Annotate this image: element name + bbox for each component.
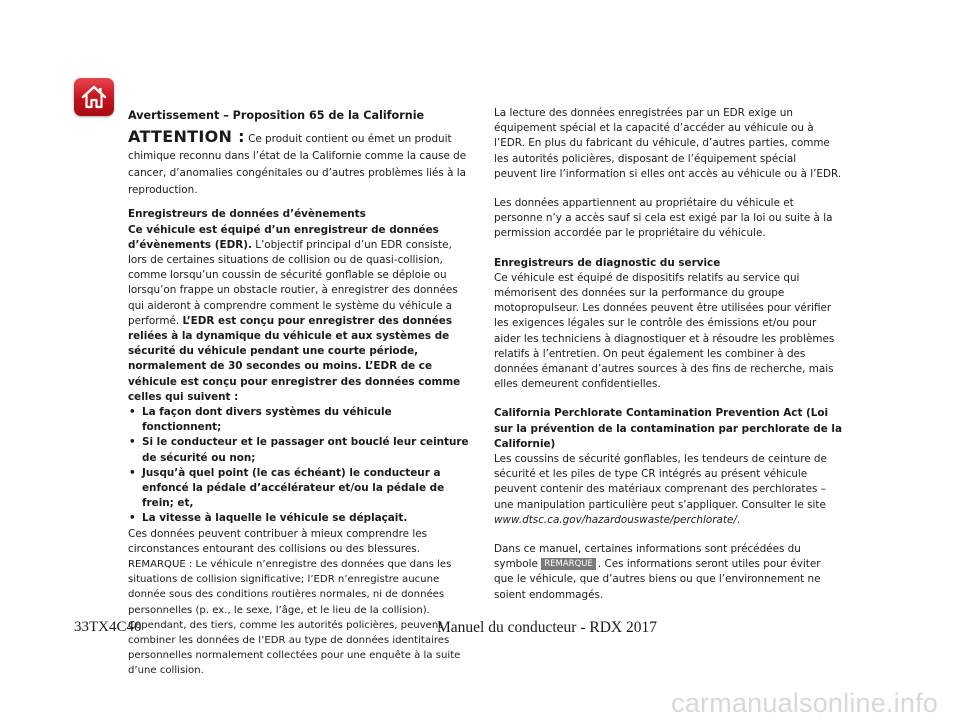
home-icon (80, 84, 108, 110)
list-item: • La façon dont divers systèmes du véhicule fonctionnent; (129, 406, 392, 434)
bullet-icon: • (129, 436, 136, 449)
attention-paragraph (128, 129, 472, 198)
bullet-icon: • (129, 512, 136, 525)
right-column (494, 106, 842, 603)
data-ownership-paragraph: Les données appartiennent au propriétaire du véhicule et personne n’y a accès sauf si cela est exigé par la loi ou suite à la permission accordée par le propriétaire du véhicule. (494, 197, 833, 240)
attention-text: Ce produit contient ou émet un produit chimique reconnu dans l’état de la Californie comme la cause de cancer, d’anomalies congénitales ou d’autres problèmes liés à la reproduction. (128, 133, 467, 196)
manual-symbol-paragraph: Dans ce manuel, certaines informations sont précédées du symbole REMARQUE . Ces informations seront utiles pour éviter que le véhicule, que d’autres biens ou que l’environnement ne soient endommagés. (494, 543, 821, 601)
left-column (128, 106, 472, 679)
home-button[interactable] (74, 78, 114, 116)
bullet-icon: • (129, 406, 136, 419)
list-item: • Si le conducteur et le passager ont bouclé leur ceinture de sécurité ou non; (129, 436, 469, 464)
document-code: 33TX4C40 (74, 619, 142, 635)
edr-reading-paragraph: La lecture des données enregistrées par un EDR exige un équipement spécial et la capacité d’accéder au véhicule ou à l’EDR. En plus du fabricant du véhicule, d’autres parties, comme les autorités policières, disposant de l’équipement spécial peuvent lire l’information si elles ont accès au véhicule ou à l’EDR. (494, 107, 842, 180)
attention-label: ATTENTION : (128, 127, 245, 147)
prop65-heading: Avertissement – Proposition 65 de la Californie (128, 109, 425, 122)
manual-title: Manuel du conducteur - RDX 2017 (437, 619, 657, 636)
remark-paragraph: REMARQUE : Le véhicule n’enregistre des données que dans les situations de collision significative; l’EDR n’enregistre aucune donnée sous des conditions routières normales, ni de données personnelles (p. ex., le sexe, l’âge, et le lieu de la collision). Cependant, des tiers, comme les autorités policières, peuvent combiner les données de l’EDR au type de données identitaires personnelles normalement collectées pour une enquête à la suite d’une collision. (128, 559, 461, 677)
edr-bold-rest: L’EDR est conçu pour enregistrer des données reliées à la dynamique du véhicule et aux systèmes de sécurité du véhicule pendant une courte période, normalement de 30 secondes ou moins. L’EDR de ce véhicule est conçu pour enregistrer des données comme celles qui suivent : (128, 314, 461, 403)
edr-bold-intro: Ce véhicule est équipé d’un enregistreur de données d’évènements (EDR). (128, 223, 439, 251)
bullet-icon: • (129, 466, 136, 479)
remarque-badge: REMARQUE (541, 558, 596, 570)
perchlorate-paragraph: Les coussins de sécurité gonflables, les tendeurs de ceinture de sécurité et les piles de type CR intégrés au présent véhicule peuvent contenir des matériaux comprenant des perchlorates – une manipulation particulière peut s’appliquer. Consulter le site www.dtsc.ca.gov/hazardouswaste/perchlorate/. (494, 453, 827, 526)
edr-normal-text: L’objectif principal d’un EDR consiste, lors de certaines situations de collision ou de quasi-collision, comme lorsqu’un coussin de sécurité gonflable se déploie ou lorsqu’on frappe un obstacle routier, à enregistrer des données qui aideront à comprendre comment le système du véhicule a performé. (128, 238, 458, 327)
perchlorate-link[interactable]: www.dtsc.ca.gov/hazardouswaste/perchlorate/ (494, 513, 737, 526)
diagnostic-paragraph: Ce véhicule est équipé de dispositifs relatifs au service qui mémorisent des données sur la performance du groupe motopropulseur. Les données peuvent être utilisées pour vérifier les exigences légales sur le contrôle des émissions et/ou pour aider les techniciens à diagnostiquer et à résoudre les problèmes relatifs à l’entretien. On peut également les combiner à des données émanant d’autres sources à des fins de recherche, mais elles demeurent confidentielles. (494, 271, 835, 391)
edr-bullet-list (128, 405, 472, 527)
perchlorate-heading: California Perchlorate Contamination Prevention Act (Loi sur la prévention de la contamination par perchlorate de la Californie) (494, 407, 842, 450)
list-item: • La vitesse à laquelle le véhicule se déplaçait. (128, 511, 472, 526)
list-item: • Jusqu’à quel point (le cas échéant) le conducteur a enfoncé la pédale d’accélérateur et/ou la pédale de frein; et, (129, 466, 445, 510)
edr-heading: Enregistreurs de données d’évènements (128, 208, 366, 221)
edr-paragraph (128, 223, 472, 405)
watermark: carmanualsonline.info (671, 688, 938, 718)
contribution-text: Ces données peuvent contribuer à mieux comprendre les circonstances entourant des collisions ou des blessures. (128, 527, 428, 555)
diagnostic-heading: Enregistreurs de diagnostic du service (494, 256, 721, 269)
